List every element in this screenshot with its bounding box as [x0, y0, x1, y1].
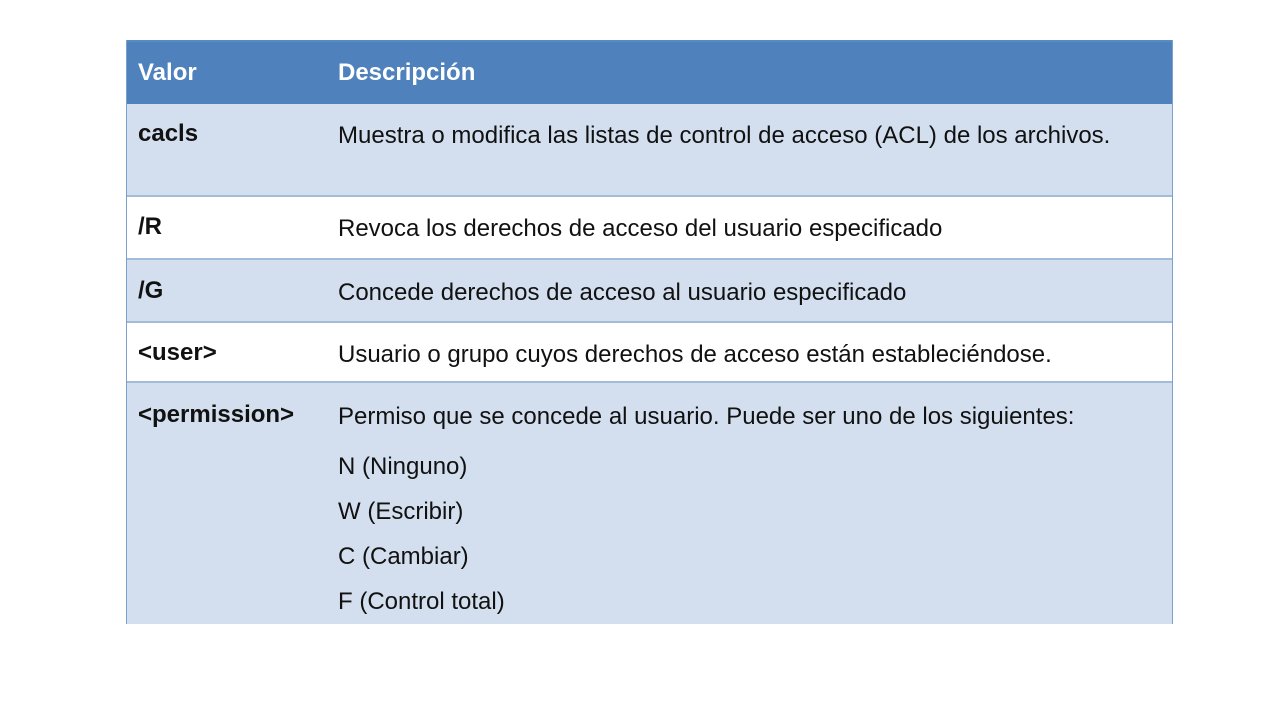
permission-option: W (Escribir) — [338, 498, 464, 525]
row-descripcion-block — [338, 401, 1158, 624]
table-row — [127, 258, 1172, 322]
table-row — [127, 104, 1172, 197]
row-descripcion: Usuario o grupo cuyos derechos de acceso están estableciéndose. — [338, 341, 1052, 368]
table-header-row — [127, 40, 1172, 104]
row-descripcion: Muestra o modifica las listas de control de acceso (ACL) de los archivos. — [338, 122, 1111, 149]
table-row — [127, 195, 1172, 259]
row-valor: <user> — [138, 339, 217, 366]
acl-parameters-table — [126, 40, 1173, 624]
row-valor: <permission> — [138, 401, 295, 428]
header-valor: Valor — [138, 59, 197, 86]
table-row — [127, 321, 1172, 383]
row-descripcion: Concede derechos de acceso al usuario especificado — [338, 279, 907, 306]
row-descripcion: Revoca los derechos de acceso del usuario especificado — [338, 215, 943, 242]
row-valor: /R — [138, 213, 162, 240]
header-descripcion: Descripción — [338, 59, 476, 86]
row-valor: cacls — [138, 120, 199, 147]
table-row — [127, 381, 1172, 624]
permission-option: C (Cambiar) — [338, 543, 469, 570]
permission-option: N (Ninguno) — [338, 453, 468, 480]
row-valor: /G — [138, 277, 164, 304]
row-descripcion: Permiso que se concede al usuario. Puede ser uno de los siguientes: — [338, 403, 1075, 430]
permission-option: F (Control total) — [338, 588, 505, 615]
